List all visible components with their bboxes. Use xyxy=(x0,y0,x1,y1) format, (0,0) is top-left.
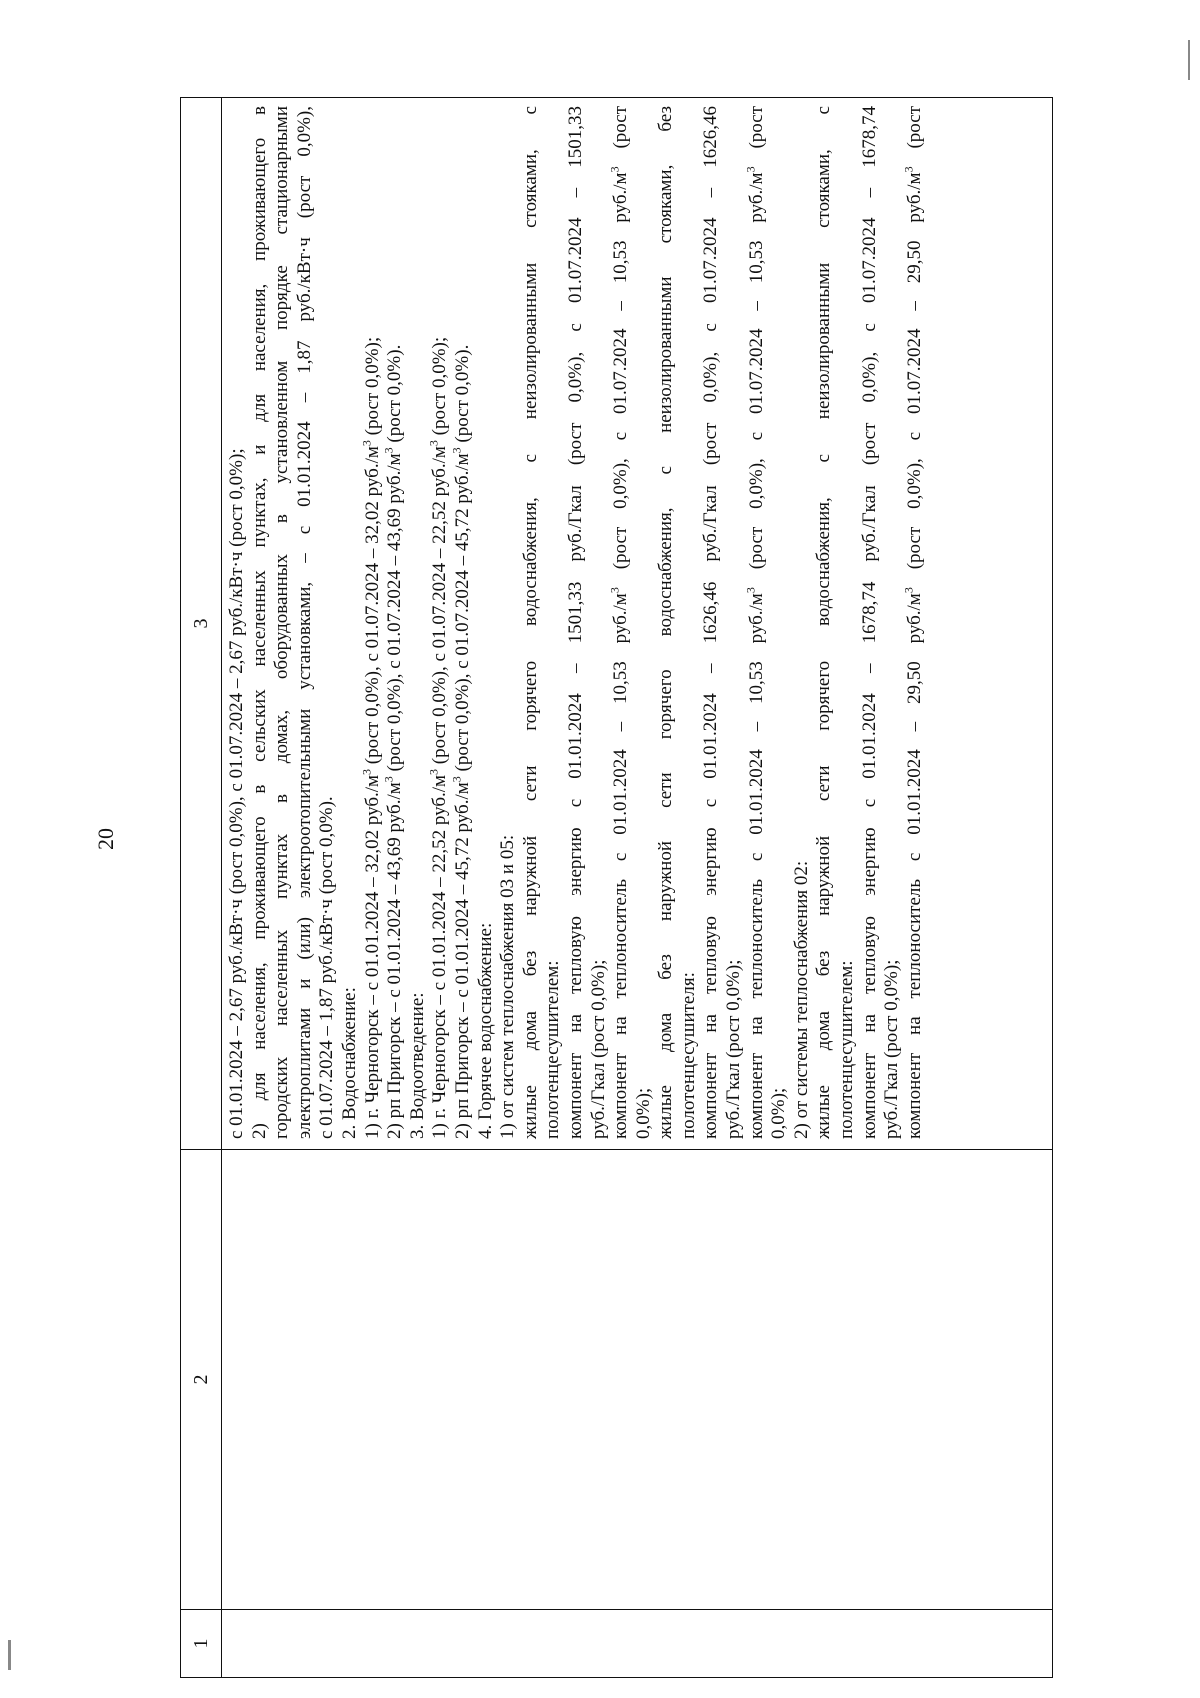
tariff-table xyxy=(180,97,1053,1678)
text-line: компонент на тепловую энергию с 01.01.2024 – 1678,74 руб./Гкал (рост 0,0%), с 01.07.2024 – 1678,74 xyxy=(858,106,880,1139)
column-header-3: 3 xyxy=(181,98,222,1150)
text-line: жилые дома без наружной сети горячего водоснабжения, с неизолированными стояками, с xyxy=(519,106,541,1139)
text-line: 2) для населения, проживающего в сельских населенных пунктах, и для населения, проживающего в xyxy=(248,106,270,1139)
text-line: электроплитами и (или) электроотопительными установками, – с 01.01.2024 – 1,87 руб./кВт·ч (рост 0,0%), xyxy=(293,106,315,1139)
text-line: руб./Гкал (рост 0,0%); xyxy=(587,959,609,1139)
rotated-table-area xyxy=(180,98,1050,1678)
superscript: 3 xyxy=(607,587,622,594)
text-line: 4. Горячее водоснабжение: xyxy=(474,922,496,1139)
superscript: 3 xyxy=(427,768,442,775)
column-header-1: 1 xyxy=(181,1610,222,1678)
table-header-row xyxy=(181,98,222,1678)
text-line: 2) рп Пригорск – с 01.01.2024 – 43,69 $руб./м^3$ (рост 0,0%), с 01.07.2024 – 43,69 $руб./м^3$ (рост 0,0%). xyxy=(381,344,406,1139)
scan-artifact xyxy=(1188,40,1190,80)
superscript: 3 xyxy=(381,447,396,454)
tariff-text xyxy=(222,98,1052,1149)
text-line: компонент на теплоноситель с 01.01.2024 – 10,53 $руб./м^3$ (рост 0,0%), с 01.07.2024 – 10,53 $руб./м^3$ (рост xyxy=(607,106,632,1139)
cell-col-3 xyxy=(222,98,1053,1150)
cell-col-2 xyxy=(222,1150,1053,1610)
text-line: 2) рп Пригорск – с 01.01.2024 – 45,72 $руб./м^3$ (рост 0,0%), с 01.07.2024 – 45,72 $руб./м^3$ (рост 0,0%). xyxy=(449,344,473,1139)
text-line: городских населенных пунктах в домах, оборудованных в установленном порядке стационарными xyxy=(271,106,293,1139)
superscript: 3 xyxy=(743,166,758,173)
superscript: 3 xyxy=(607,166,622,173)
superscript: 3 xyxy=(359,440,374,447)
text-line: 3. Водоотведение: xyxy=(406,992,428,1139)
text-line: компонент на теплоноситель с 01.01.2024 – 29,50 $руб./м^3$ (рост 0,0%), с 01.07.2024 – 29,50 $руб./м^3$ (рост xyxy=(901,106,925,1139)
text-line: компонент на тепловую энергию с 01.01.2024 – 1626,46 руб./Гкал (рост 0,0%), с 01.07.2024 – 1626,46 xyxy=(700,106,722,1139)
text-line: с 01.01.2024 – 2,67 руб./кВт·ч (рост 0,0%), с 01.07.2024 – 2,67 руб./кВт·ч (рост 0,0%); xyxy=(226,448,247,1139)
text-line: 2) от системы теплоснабжения 02: xyxy=(790,860,812,1139)
superscript: 3 xyxy=(359,768,374,775)
superscript: 3 xyxy=(901,166,916,173)
text-line: 0,0%); xyxy=(632,1087,654,1139)
text-line: 2. Водоснабжение: xyxy=(338,987,360,1139)
text-line: компонент на теплоноситель с 01.01.2024 – 10,53 $руб./м^3$ (рост 0,0%), с 01.07.2024 – 10,53 $руб./м^3$ (рост xyxy=(743,106,767,1139)
superscript: 3 xyxy=(381,776,396,783)
text-line: полотенцесушителем: xyxy=(542,960,564,1139)
text-line: руб./Гкал (рост 0,0%); xyxy=(723,959,745,1139)
table-row xyxy=(222,98,1053,1678)
column-header-2: 2 xyxy=(181,1150,222,1610)
text-line: руб./Гкал (рост 0,0%); xyxy=(881,959,903,1139)
cell-col-1 xyxy=(222,1610,1053,1678)
scan-artifact xyxy=(8,1640,11,1670)
superscript: 3 xyxy=(449,776,464,783)
text-line: 1) от систем теплоснабжения 03 и 05: xyxy=(497,834,519,1139)
text-line: полотенцесушителя: xyxy=(677,972,699,1139)
text-line: 1) г. Черногорск – с 01.01.2024 – 22,52 $руб./м^3$ (рост 0,0%), с 01.07.2024 – 22,52 $руб./м^3$ (рост 0,0%); xyxy=(427,336,451,1139)
text-line: компонент на тепловую энергию с 01.01.2024 – 1501,33 руб./Гкал (рост 0,0%), с 01.07.2024 – 1501,33 xyxy=(564,106,586,1139)
text-line: 1) г. Черногорск – с 01.01.2024 – 32,02 $руб./м^3$ (рост 0,0%), с 01.07.2024 – 32,02 $руб./м^3$ (рост 0,0%); xyxy=(359,336,383,1139)
text-line: полотенцесушителем: xyxy=(836,960,858,1139)
text-line: с 01.07.2024 – 1,87 руб./кВт·ч (рост 0,0%). xyxy=(316,796,338,1139)
superscript: 3 xyxy=(427,440,442,447)
superscript: 3 xyxy=(449,447,464,454)
text-line: жилые дома без наружной сети горячего водоснабжения, с неизолированными стояками, без xyxy=(655,106,677,1139)
page-number: 20 xyxy=(93,828,118,850)
text-line: жилые дома без наружной сети горячего водоснабжения, с неизолированными стояками, с xyxy=(813,106,835,1139)
superscript: 3 xyxy=(901,587,916,594)
text-line: 0,0%); xyxy=(768,1087,790,1139)
superscript: 3 xyxy=(743,587,758,594)
